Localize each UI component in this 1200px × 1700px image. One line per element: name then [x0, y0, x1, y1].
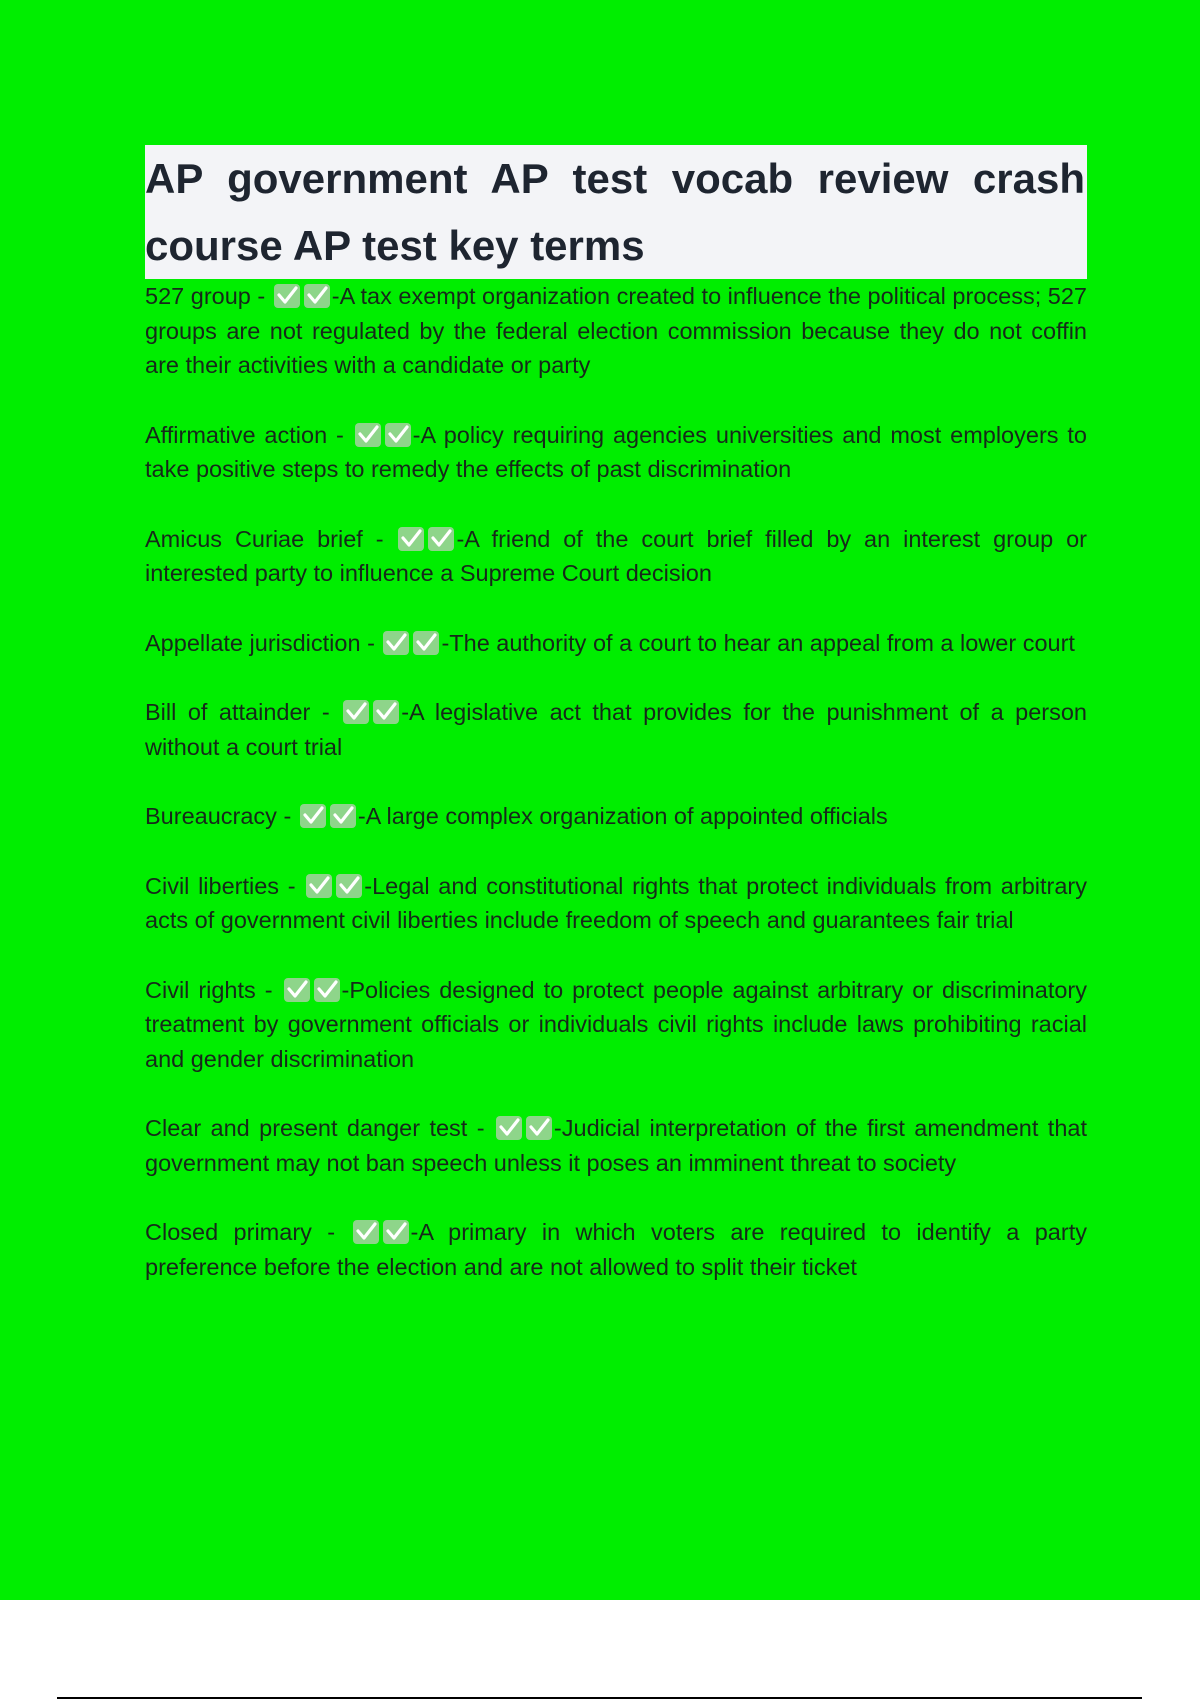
title-box: [145, 145, 1087, 279]
double-check-icon: [354, 422, 412, 448]
double-check-icon: [352, 1219, 410, 1245]
vocab-term: Amicus Curiae brief -: [145, 525, 397, 552]
document-content: [145, 145, 1087, 1319]
vocab-entry: [145, 695, 1087, 764]
double-check-icon: [305, 873, 363, 899]
double-check-icon: [495, 1115, 553, 1141]
vocab-term: Civil rights -: [145, 976, 282, 1003]
vocab-definition: -A friend of the court brief filled by an interest group or interested party to influence a Supreme Court decision: [145, 525, 1087, 586]
vocab-term: Closed primary -: [145, 1219, 351, 1245]
vocab-term: Clear and present danger test -: [145, 1115, 494, 1141]
vocab-entry: [145, 1111, 1087, 1180]
vocab-entry: [145, 522, 1087, 591]
vocab-term: Affirmative action -: [145, 421, 353, 448]
vocab-term: Bill of attainder -: [145, 699, 342, 725]
vocab-entry: [145, 973, 1087, 1077]
vocab-term: Civil liberties -: [145, 872, 305, 899]
double-check-icon: [283, 977, 341, 1003]
vocab-definition: -Legal and constitutional rights that protect individuals from arbitrary acts of government civil liberties include freedom of speech and guarantees fair trial: [145, 872, 1087, 933]
vocab-definition: -Policies designed to protect people against arbitrary or discriminatory treatment by government officials or individuals civil rights include laws prohibiting racial and gender discrimination: [145, 976, 1088, 1072]
vocab-definition: -A large complex organization of appointed officials: [357, 803, 888, 829]
vocab-entry: [145, 418, 1087, 487]
vocab-term: Appellate jurisdiction -: [145, 629, 382, 656]
double-check-icon: [397, 526, 455, 552]
vocab-list: [145, 279, 1087, 1284]
double-check-icon: [342, 699, 400, 725]
vocab-entry: [145, 626, 1087, 661]
vocab-definition: -A tax exempt organization created to influence the political process; 527 groups are not regulated by the federal election commission because they do not coffin are their activities with a candidate or party: [145, 283, 1087, 378]
double-check-icon: [299, 803, 357, 829]
vocab-definition: -A policy requiring agencies universities and most employers to take positive steps to remedy the effects of past discrimination: [145, 421, 1087, 482]
vocab-definition: -A legislative act that provides for the punishment of a person without a court trial: [145, 699, 1087, 760]
document-title: AP government AP test vocab review crash course AP test key terms: [145, 155, 1085, 269]
footer-divider: [57, 1697, 1142, 1699]
vocab-entry: [145, 799, 1087, 834]
double-check-icon: [273, 283, 331, 309]
double-check-icon: [382, 630, 440, 656]
vocab-definition: -Judicial interpretation of the first amendment that government may not ban speech unless it poses an imminent threat to society: [145, 1115, 1087, 1176]
vocab-definition: -A primary in which voters are required to identify a party preference before the election and are not allowed to split their ticket: [145, 1219, 1087, 1280]
vocab-entry: [145, 869, 1087, 938]
vocab-entry: [145, 279, 1087, 383]
vocab-definition: -The authority of a court to hear an appeal from a lower court: [441, 629, 1075, 656]
vocab-entry: [145, 1215, 1087, 1284]
vocab-term: Bureaucracy -: [145, 803, 298, 829]
vocab-term: 527 group -: [145, 283, 272, 309]
